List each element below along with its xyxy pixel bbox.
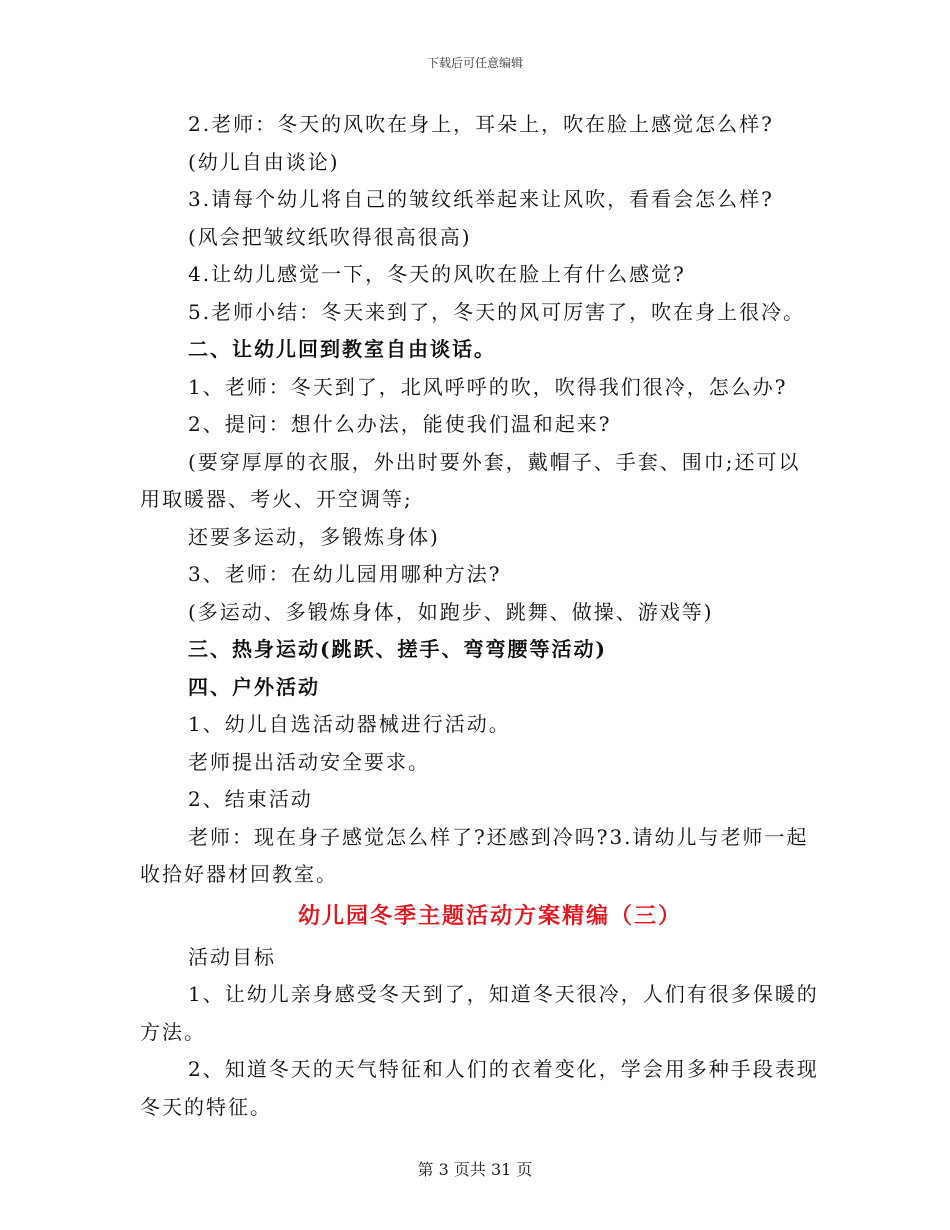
text-line: 2、结束活动 bbox=[188, 787, 313, 811]
document-body bbox=[140, 106, 819, 1126]
text-line: 3.请每个幼儿将自己的皱纹纸举起来让风吹，看看会怎么样? bbox=[188, 187, 774, 211]
text-line: 2、提问：想什么办法，能使我们温和起来? bbox=[188, 412, 612, 436]
text-line: 三、热身运动(跳跃、搓手、弯弯腰等活动) bbox=[188, 637, 607, 661]
text-line: 3、老师：在幼儿园用哪种方法? bbox=[188, 562, 502, 586]
text-line: 1、让幼儿亲身感受冬天到了，知道冬天很冷，人们有很多保暖的 bbox=[188, 982, 819, 1006]
text-line: (多运动、多锻炼身体，如跑步、跳舞、做操、游戏等) bbox=[188, 599, 714, 624]
text-line: 冬天的特征。 bbox=[140, 1094, 272, 1119]
text-line: 四、户外活动 bbox=[188, 674, 320, 699]
text-line: 二、让幼儿回到教室自由谈话。 bbox=[188, 337, 496, 361]
paragraph-block-b bbox=[140, 939, 819, 1127]
text-line: 1、幼儿自选活动器械进行活动。 bbox=[188, 712, 511, 736]
text-line: 老师提出活动安全要求。 bbox=[188, 749, 430, 774]
text-line: 收拾好器材回教室。 bbox=[140, 862, 338, 886]
text-line: 2.老师：冬天的风吹在身上，耳朵上，吹在脸上感觉怎么样? bbox=[188, 112, 774, 136]
paragraph-block-a bbox=[140, 106, 810, 894]
text-line: 活动目标 bbox=[188, 944, 276, 969]
text-line: 2、知道冬天的天气特征和人们的衣着变化，学会用多种手段表现 bbox=[188, 1057, 819, 1081]
page-footer: 第 3 页共 31 页 bbox=[417, 1160, 533, 1179]
text-line: 老师：现在身子感觉怎么样了?还感到冷吗?3.请幼儿与老师一起 bbox=[188, 824, 809, 849]
text-line: 5.老师小结：冬天来到了，冬天的风可厉害了，吹在身上很冷。 bbox=[188, 299, 806, 324]
page-header: 下载后可任意编辑 bbox=[426, 56, 523, 70]
text-line: 用取暖器、考火、开空调等; bbox=[140, 487, 413, 511]
text-line: 1、老师：冬天到了，北风呼呼的吹，吹得我们很冷，怎么办? bbox=[188, 374, 788, 399]
text-line: (风会把皱纹纸吹得很高很高) bbox=[188, 224, 472, 249]
text-line: 4.让幼儿感觉一下，冬天的风吹在脸上有什么感觉? bbox=[188, 262, 686, 286]
text-line: 还要多运动，多锻炼身体) bbox=[188, 524, 440, 549]
text-line: (幼儿自由谈论) bbox=[188, 149, 340, 174]
text-line: (要穿厚厚的衣服，外出时要外套，戴帽子、手套、围巾;还可以 bbox=[188, 449, 801, 474]
section-title: 幼儿园冬季主题活动方案精编（三） bbox=[297, 902, 682, 929]
text-line: 方法。 bbox=[140, 1019, 206, 1044]
